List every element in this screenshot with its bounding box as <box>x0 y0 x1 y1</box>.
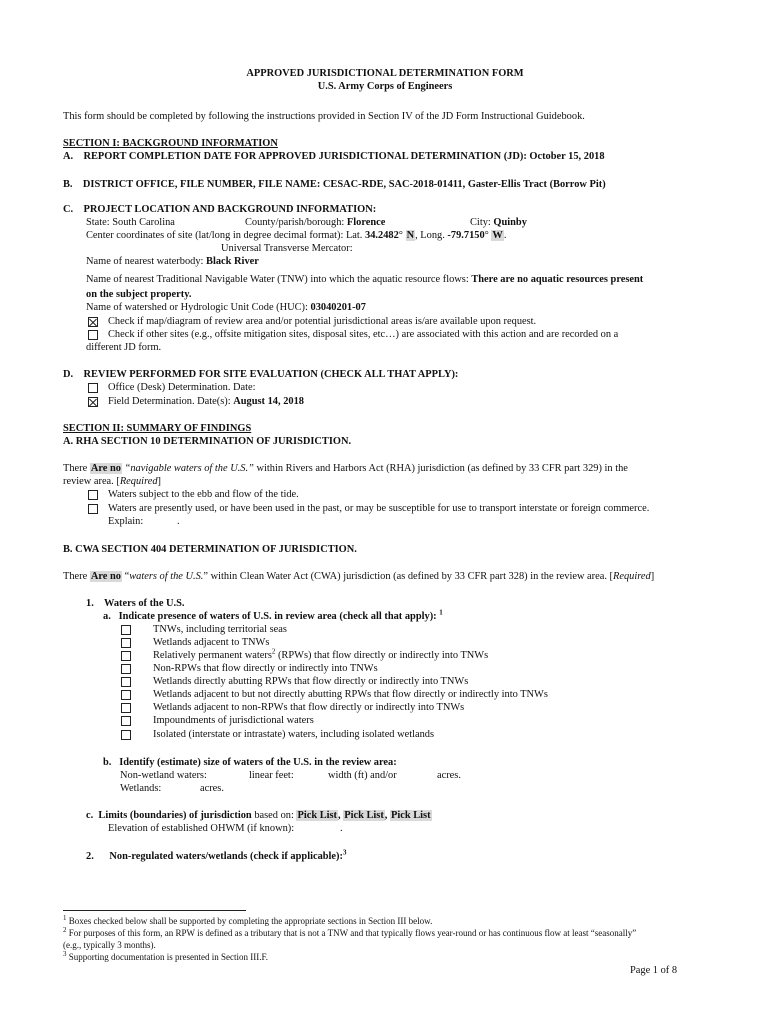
w1b-text: Identify (estimate) size of waters of the U.S. in the review area: <box>119 757 397 768</box>
checklist-item: Non-RPWs that flow directly or indirectly into TNWs <box>153 663 378 674</box>
footnote-divider <box>63 910 246 911</box>
rha-heading: A. RHA SECTION 10 DETERMINATION OF JURISDICTION. <box>63 436 352 447</box>
fn1-num: 1 <box>63 914 67 922</box>
field-determination-checkbox[interactable] <box>88 397 98 407</box>
checklist-item: TNWs, including territorial seas <box>153 624 287 635</box>
county-label: County/parish/borough: <box>245 217 345 228</box>
huc-label: Name of watershed or Hydrologic Unit Code (HUC): <box>86 302 308 313</box>
utm: Universal Transverse Mercator: <box>221 243 353 254</box>
w1b-label: b. <box>103 757 112 768</box>
nonwetland-label: Non-wetland waters: <box>120 770 207 781</box>
w2-sup: 3 <box>342 848 347 857</box>
report-date: October 15, 2018 <box>529 151 605 162</box>
checklist-item: Impoundments of jurisdictional waters <box>153 715 314 726</box>
rpw-label: Relatively permanent waters <box>153 650 272 661</box>
waterbody <box>86 255 259 268</box>
checklist-item-rpw <box>153 649 488 662</box>
long-dir: W <box>492 230 503 241</box>
footnote-2-line2: (e.g., typically 3 months). <box>63 940 156 950</box>
rha-statement <box>63 462 628 475</box>
cwa-quote-close: ” <box>203 571 209 582</box>
section1-b-text: DISTRICT OFFICE, FILE NUMBER, FILE NAME: <box>82 179 321 190</box>
check1-text: Check if map/diagram of review area and/or potential jurisdictional areas is/are available upon request. <box>108 316 537 327</box>
w2-label: 2. <box>86 851 94 862</box>
county <box>245 216 385 229</box>
cwa-quote-open: “ <box>124 571 130 582</box>
linear-feet-label: linear feet: <box>249 770 294 781</box>
checklist-item: Wetlands adjacent to TNWs <box>153 637 270 648</box>
section1-c <box>63 203 376 216</box>
huc-value: 03040201-07 <box>310 302 366 313</box>
tidal-waters-text: Waters subject to the ebb and flow of the tide. <box>108 489 299 500</box>
rha-explain: Explain: <box>108 516 144 527</box>
page-number: Page 1 of 8 <box>630 965 678 976</box>
rha-selection[interactable]: Are no <box>90 463 121 474</box>
wetlands-abutting-rpw-checkbox[interactable] <box>121 677 131 687</box>
field-determination <box>108 395 304 408</box>
cwa-quote: waters of the U.S. <box>129 571 204 582</box>
wetlands-adjacent-rpw-checkbox[interactable] <box>121 690 131 700</box>
fn3-text: Supporting documentation is presented in Section III.F. <box>68 952 268 962</box>
city-label: City: <box>470 217 491 228</box>
w1a-text: Indicate presence of waters of U.S. in review area (check all that apply): <box>118 611 437 622</box>
presence-heading <box>103 610 443 623</box>
cwa-post: within Clean Water Act (CWA) jurisdiction (as defined by 33 CFR part 328) in the review area. [ <box>210 571 613 582</box>
rpw-checkbox[interactable] <box>121 651 131 661</box>
rha-line2: review area. [ <box>63 476 120 487</box>
rha-post: within Rivers and Harbors Act (RHA) jurisdiction (as defined by 33 CFR part 329) in the <box>256 463 628 474</box>
field-date: August 14, 2018 <box>233 396 304 407</box>
huc <box>86 301 366 314</box>
footnote-1 <box>63 916 432 927</box>
pick-comma-1: , <box>338 810 341 821</box>
w1c-label: c. <box>86 810 94 821</box>
acres-label-2: acres. <box>200 783 224 794</box>
limits-line <box>86 809 432 822</box>
footnote-2 <box>63 928 636 939</box>
city-value: Quinby <box>493 217 527 228</box>
city <box>470 216 527 229</box>
long-label: , Long. <box>415 230 445 241</box>
file-info: CESAC-RDE, SAC-2018-01411, Gaster-Ellis Tract (Borrow Pit) <box>322 179 606 190</box>
rha-pre: There <box>63 463 88 474</box>
section1-b <box>63 178 606 191</box>
coordinates: Center coordinates of site (lat/long in degree decimal format): Lat. 34.2482° N, Long. -79.7150° W. <box>86 230 507 241</box>
commerce-waters-checkbox[interactable] <box>88 504 98 514</box>
check2-text: Check if other sites (e.g., offsite mitigation sites, disposal sites, etc…) are associated with this action and are recorded on a <box>108 329 619 340</box>
fn1-text: Boxes checked below shall be supported by completing the appropriate sections in Section III below. <box>68 916 433 926</box>
section-d-text: REVIEW PERFORMED FOR SITE EVALUATION (CHECK ALL THAT APPLY): <box>83 369 459 380</box>
width-label: width (ft) and/or <box>328 770 397 781</box>
checklist-item: Wetlands adjacent to non-RPWs that flow directly or indirectly into TNWs <box>153 702 465 713</box>
county-value: Florence <box>346 217 386 228</box>
footnote-3 <box>63 952 268 963</box>
size-heading <box>103 756 397 769</box>
lat-dir: N <box>406 230 415 241</box>
map-available-checkbox[interactable] <box>88 317 98 327</box>
tnw-checkbox[interactable] <box>121 625 131 635</box>
long-unit: ° <box>484 230 489 241</box>
other-sites-checkbox[interactable] <box>88 330 98 340</box>
fn2-num: 2 <box>63 926 67 934</box>
section-d <box>63 368 458 381</box>
section2-heading: SECTION II: SUMMARY OF FINDINGS <box>63 423 252 434</box>
checklist-item: Wetlands directly abutting RPWs that flow directly or indirectly into TNWs <box>153 676 469 687</box>
waters-of-us-heading <box>86 597 185 610</box>
impoundments-checkbox[interactable] <box>121 716 131 726</box>
non-regulated-heading <box>86 850 346 863</box>
check2-text-line2: different JD form. <box>86 342 162 353</box>
section1-a-text: REPORT COMPLETION DATE FOR APPROVED JURISDICTIONAL DETERMINATION (JD): <box>83 151 527 162</box>
cwa-selection[interactable]: Are no <box>90 571 121 582</box>
isolated-waters-checkbox[interactable] <box>121 730 131 740</box>
pick-list-1[interactable]: Pick List <box>297 810 338 821</box>
lat-unit: ° <box>398 230 403 241</box>
pick-list-3[interactable]: Pick List <box>391 810 431 821</box>
office-determination: Office (Desk) Determination. Date: <box>108 382 256 393</box>
w1c-based: based on: <box>254 810 294 821</box>
non-rpw-checkbox[interactable] <box>121 664 131 674</box>
cwa-close: ] <box>650 571 655 582</box>
waterbody-value: Black River <box>206 256 259 267</box>
tidal-waters-checkbox[interactable] <box>88 490 98 500</box>
w1a-sup: 1 <box>439 608 443 617</box>
rha-required: Required <box>119 476 158 487</box>
rha-statement-line2 <box>63 475 161 488</box>
pick-comma-2: , <box>384 810 388 821</box>
section1-c-label: C. <box>63 204 74 215</box>
lat-value: 34.2482 <box>365 230 399 241</box>
tnw-value-line2: on the subject property. <box>86 289 192 300</box>
w2-text: Non-regulated waters/wetlands (check if applicable): <box>109 851 343 862</box>
form-title: APPROVED JURISDICTIONAL DETERMINATION FORM <box>246 68 524 79</box>
w1-text: Waters of the U.S. <box>104 598 185 609</box>
ohwm-dot: . <box>340 823 343 834</box>
section1-c-text: PROJECT LOCATION AND BACKGROUND INFORMATION: <box>83 204 377 215</box>
tnw <box>86 273 643 286</box>
section1-heading: SECTION I: BACKGROUND INFORMATION <box>63 138 278 149</box>
acres-label-1: acres. <box>437 770 461 781</box>
wetlands-label: Wetlands: <box>120 783 162 794</box>
pick-list-2[interactable]: Pick List <box>344 810 384 821</box>
long-value: -79.7150 <box>447 230 485 241</box>
rha-quote: “navigable waters of the U.S.” <box>124 463 254 474</box>
w1-label: 1. <box>86 598 94 609</box>
fn2-text: For purposes of this form, an RPW is defined as a tributary that is not a TNW and that typically flows year-round or has continuous flow at least “seasonally” <box>68 928 637 938</box>
cwa-statement <box>63 570 654 583</box>
section1-a-label: A. <box>63 151 74 162</box>
cwa-heading: B. CWA SECTION 404 DETERMINATION OF JURISDICTION. <box>63 544 357 555</box>
section-d-label: D. <box>63 369 74 380</box>
rpw-sup: 2 <box>271 647 276 656</box>
rpw-rest: (RPWs) that flow directly or indirectly into TNWs <box>275 650 489 661</box>
checklist-item: Wetlands adjacent to but not directly abutting RPWs that flow directly or indirectly into TNWs <box>153 689 548 700</box>
tnw-label: Name of nearest Traditional Navigable Water (TNW) into which the aquatic resource flows: <box>86 274 469 285</box>
w1c-text: Limits (boundaries) of jurisdiction <box>98 810 252 821</box>
commerce-waters-text: Waters are presently used, or have been used in the past, or may be susceptible for use to transport interstate or foreign commerce. <box>108 503 650 514</box>
cwa-required: Required <box>613 571 651 582</box>
coords-label: Center coordinates of site (lat/long in degree decimal format): Lat. <box>86 230 363 241</box>
office-determination-checkbox[interactable] <box>88 383 98 393</box>
tnw-value: There are no aquatic resources present <box>471 274 644 285</box>
intro-text: This form should be completed by following the instructions provided in Section IV of the JD Form Instructional Guidebook. <box>63 111 585 122</box>
wetlands-adjacent-tnw-checkbox[interactable] <box>121 638 131 648</box>
cwa-pre: There <box>63 571 88 582</box>
section1-a <box>63 150 605 163</box>
section1-b-label: B. <box>63 179 73 190</box>
field-label: Field Determination. Date(s): <box>108 396 231 407</box>
checklist-item: Isolated (interstate or intrastate) waters, including isolated wetlands <box>153 729 435 740</box>
fn3-num: 3 <box>63 950 67 958</box>
w1a-label: a. <box>103 611 111 622</box>
rha-explain-dot: . <box>177 516 180 527</box>
state: State: South Carolina <box>86 217 175 228</box>
ohwm-label: Elevation of established OHWM (if known): <box>108 823 295 834</box>
rha-close: ] <box>157 476 161 487</box>
waterbody-label: Name of nearest waterbody: <box>86 256 204 267</box>
wetlands-adjacent-non-rpw-checkbox[interactable] <box>121 703 131 713</box>
form-subtitle: U.S. Army Corps of Engineers <box>317 81 453 92</box>
